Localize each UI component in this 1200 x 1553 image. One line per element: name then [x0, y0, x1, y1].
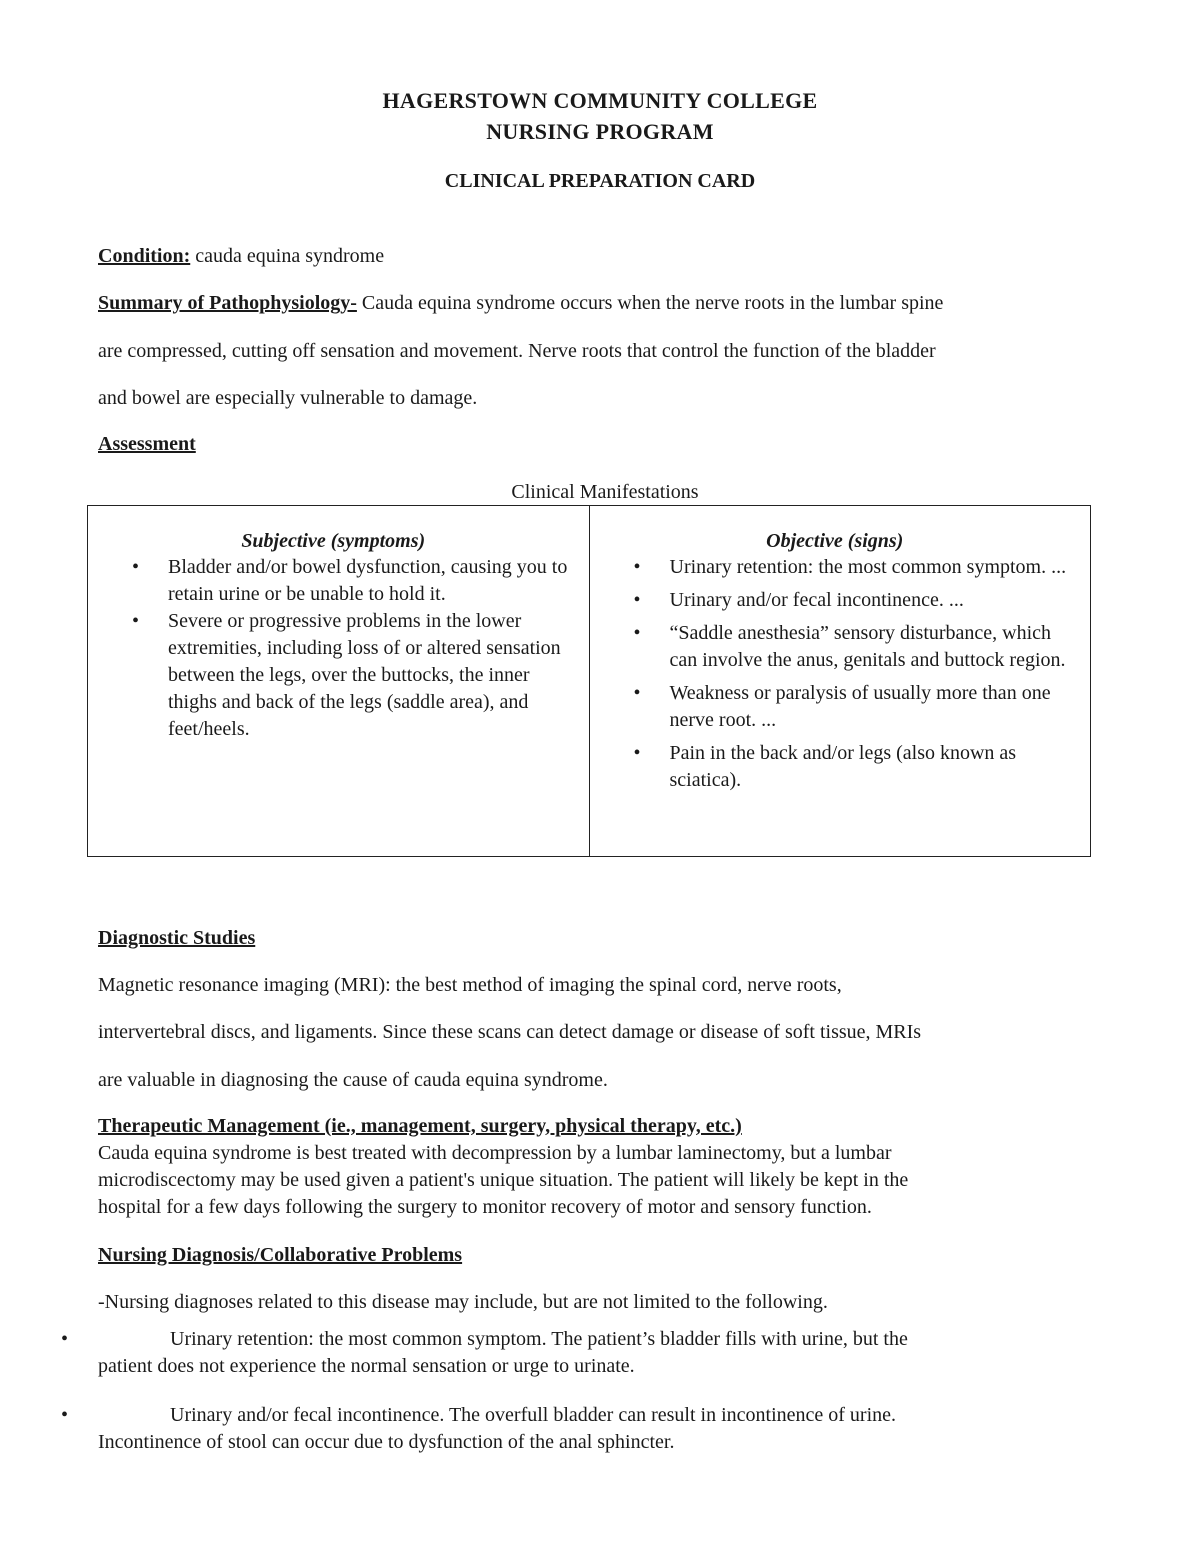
- list-item: • Weakness or paralysis of usually more than one nerve root. ...: [670, 680, 1081, 734]
- therapeutic-line-3: hospital for a few days following the surgery to monitor recovery of motor and sensory function.: [98, 1196, 872, 1218]
- bullet-icon: •: [61, 1328, 69, 1350]
- pathophysiology-text-1: Cauda equina syndrome occurs when the nerve roots in the lumbar spine: [356, 292, 944, 314]
- nursing-item-2-line-2: Incontinence of stool can occur due to dysfunction of the anal sphincter.: [98, 1431, 675, 1453]
- diagnostic-line-2: intervertebral discs, and ligaments. Since these scans can detect damage or disease of soft tissue, MRIs: [98, 1021, 922, 1043]
- nursing-item-1-line-2: patient does not experience the normal sensation or urge to urinate.: [98, 1355, 635, 1377]
- pathophysiology-label: Summary of Pathophysiology-: [98, 292, 357, 314]
- list-item: • “Saddle anesthesia” sensory disturbance, which can involve the anus, genitals and buttock region.: [670, 620, 1081, 674]
- table-caption: Clinical Manifestations: [511, 481, 699, 503]
- subjective-list: [88, 554, 579, 743]
- subjective-column: [88, 506, 590, 857]
- diagnostic-heading: Diagnostic Studies: [98, 927, 256, 949]
- therapeutic-line-2: microdiscectomy may be used given a patient's unique situation. The patient will likely be kept in the: [98, 1169, 909, 1191]
- list-item: • Urinary and/or fecal incontinence. ...: [670, 587, 1081, 614]
- nursing-item-1: [61, 1326, 1108, 1380]
- diagnostic-line-1: Magnetic resonance imaging (MRI): the best method of imaging the spinal cord, nerve roots,: [98, 974, 842, 996]
- objective-column: [589, 506, 1091, 857]
- program-name: NURSING PROGRAM: [486, 119, 714, 144]
- nursing-heading: Nursing Diagnosis/Collaborative Problems: [98, 1244, 463, 1266]
- subjective-heading: Subjective (symptoms): [241, 530, 426, 552]
- condition-line: [98, 244, 384, 268]
- nursing-item-2-line-1: Urinary and/or fecal incontinence. The overfull bladder can result in incontinence of urine.: [170, 1404, 897, 1426]
- clinical-manifestations-table: [87, 505, 1091, 857]
- college-name: HAGERSTOWN COMMUNITY COLLEGE: [382, 88, 818, 113]
- nursing-item-2: [61, 1402, 1108, 1456]
- condition-label: Condition:: [98, 245, 191, 267]
- list-item: • Urinary retention: the most common symptom. ...: [670, 554, 1081, 581]
- diagnostic-line-3: are valuable in diagnosing the cause of cauda equina syndrome.: [98, 1069, 608, 1091]
- pathophysiology-line-3: and bowel are especially vulnerable to damage.: [98, 387, 478, 409]
- list-item: • Pain in the back and/or legs (also known as sciatica).: [670, 740, 1081, 794]
- list-item: • Severe or progressive problems in the lower extremities, including loss of or altered sensation between the legs, over the buttocks, the inner thighs and back of the legs (saddle area), and feet/heels.: [168, 608, 579, 743]
- pathophysiology-line-2: are compressed, cutting off sensation and movement. Nerve roots that control the function of the bladder: [98, 340, 936, 362]
- card-title: CLINICAL PREPARATION CARD: [444, 170, 756, 192]
- list-item: • Bladder and/or bowel dysfunction, causing you to retain urine or be unable to hold it.: [168, 554, 579, 608]
- nursing-item-1-line-1: Urinary retention: the most common symptom. The patient’s bladder fills with urine, but the: [170, 1328, 908, 1350]
- objective-heading: Objective (signs): [766, 530, 904, 552]
- pathophysiology-line-1: [98, 291, 943, 315]
- objective-list: [590, 554, 1081, 794]
- therapeutic-line-1: Cauda equina syndrome is best treated with decompression by a lumbar laminectomy, but a lumbar: [98, 1142, 892, 1164]
- nursing-intro: -Nursing diagnoses related to this disease may include, but are not limited to the following.: [98, 1291, 828, 1313]
- bullet-icon: •: [61, 1404, 69, 1426]
- assessment-heading: Assessment: [98, 433, 196, 455]
- therapeutic-heading: Therapeutic Management (ie., management, surgery, physical therapy, etc.): [98, 1115, 742, 1137]
- condition-value: cauda equina syndrome: [190, 245, 385, 267]
